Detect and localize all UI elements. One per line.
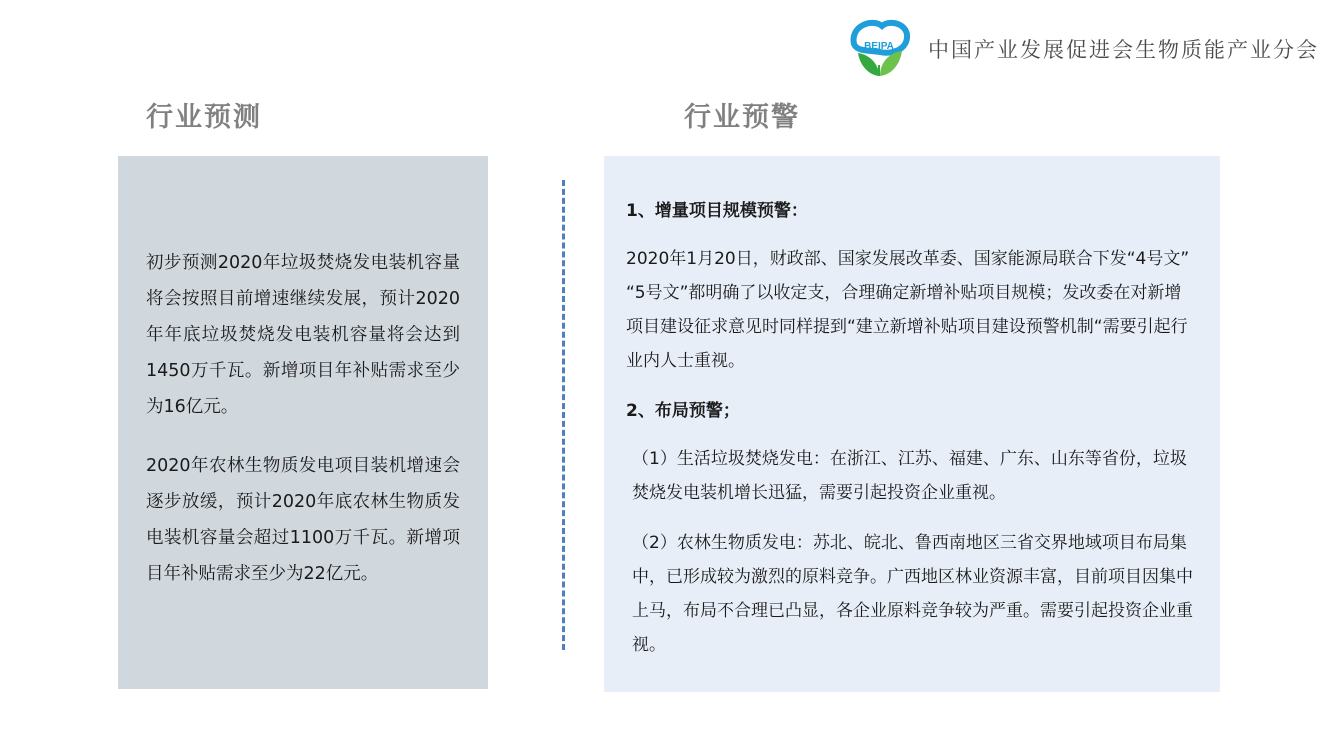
forecast-title: 行业预测 xyxy=(146,102,262,133)
svg-text:BEIPA: BEIPA xyxy=(864,41,894,52)
forecast-column xyxy=(118,95,488,689)
warning-body-2-item-2: （2）农林生物质发电：苏北、皖北、鲁西南地区三省交界地域项目布局集中，已形成较为激烈的原料竞争。广西地区林业资源丰富，目前项目因集中上马，布局不合理已凸显，各企业原料竞争较为严重。需要引起投资企业重视。 xyxy=(632,533,1193,655)
brand-bar xyxy=(840,18,1319,80)
beipa-logo-icon xyxy=(840,18,918,80)
warning-panel xyxy=(604,156,1220,692)
forecast-paragraph-1: 初步预测2020年垃圾焚烧发电装机容量将会按照目前增速继续发展，预计2020年年底垃圾焚烧发电装机容量将会达到1450万千瓦。新增项目年补贴需求至少为16亿元。 xyxy=(146,253,460,417)
vertical-dashed-divider xyxy=(562,180,565,650)
warning-body-1: 2020年1月20日，财政部、国家发展改革委、国家能源局联合下发“4号文”“5号文”都明确了以收定支，合理确定新增补贴项目规模；发改委在对新增项目建设征求意见时同样提到“建立新增补贴项目建设预警机制“需要引起行业内人士重视。 xyxy=(626,249,1190,371)
warning-heading-2: 2、布局预警； xyxy=(626,401,740,421)
warning-title: 行业预警 xyxy=(684,102,800,133)
warning-heading-1: 1、增量项目规模预警： xyxy=(626,201,808,221)
warning-column xyxy=(604,95,1220,692)
warning-body-2-item-1: （1）生活垃圾焚烧发电：在浙江、江苏、福建、广东、山东等省份，垃圾焚烧发电装机增长迅猛，需要引起投资企业重视。 xyxy=(632,449,1187,503)
forecast-panel xyxy=(118,156,488,689)
forecast-paragraph-2: 2020年农林生物质发电项目装机增速会逐步放缓，预计2020年底农林生物质发电装机容量会超过1100万千瓦。新增项目年补贴需求至少为22亿元。 xyxy=(146,456,460,584)
organization-name: 中国产业发展促进会生物质能产业分会 xyxy=(928,38,1319,62)
